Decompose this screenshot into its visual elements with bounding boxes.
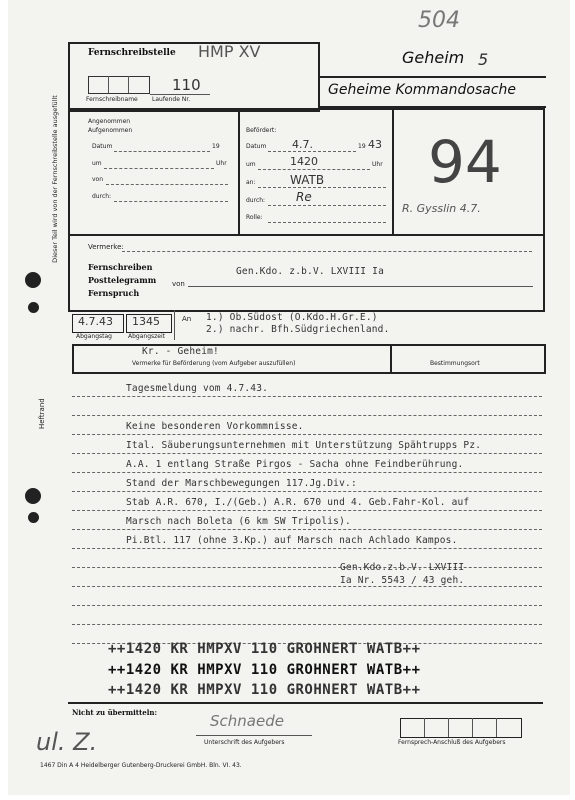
body-line: Stab A.R. 670, I./(Geb.) A.R. 670 und 4. Geb.Fahr-Kol. auf	[126, 497, 470, 508]
stamp-code: HMP XV	[198, 42, 261, 61]
printer-imprint: 1467 Din A 4 Heidelberger Gutenberg-Druckerei GmbH. Bln. VI. 43.	[40, 762, 242, 769]
signature-right: R. Gysslin 4.7.	[402, 202, 481, 215]
teleprinter-strip	[108, 641, 421, 698]
teleprinter-line: ++1420 KR HMPXV 110 GROHNERT WATB++	[108, 662, 421, 678]
body-line	[126, 402, 481, 421]
destination-label: Bestimmungsort	[430, 360, 480, 367]
fernsprech-label: Fernsprech-Anschluß des Aufgebers	[398, 739, 506, 746]
received-datum-label: Datum	[92, 143, 113, 150]
ruled-line	[72, 605, 542, 606]
angenommen-label: Angenommen	[88, 118, 131, 125]
fernspruch-label: Fernspruch	[88, 288, 140, 298]
handling-label: Vermerke für Beförderung (vom Aufgeber auszufüllen)	[132, 360, 296, 367]
body-line: A.A. 1 entlang Straße Pirgos - Sacha ohne Feindberührung.	[126, 459, 464, 470]
forwarded-year-prefix: 19	[358, 143, 366, 150]
phone-boxes	[400, 718, 522, 738]
received-von-label: von	[92, 176, 104, 183]
fernschreibname-label: Fernschreibname	[86, 96, 138, 103]
body-line: Keine besonderen Vorkommnisse.	[126, 421, 304, 432]
recipient-2: 2.) nachr. Bfh.Südgriechenland.	[206, 324, 390, 335]
received-datum-suffix: 19	[212, 143, 220, 150]
ruled-line	[72, 624, 542, 625]
body-line: Pi.Btl. 117 (ohne 3.Kp.) auf Marsch nach Achlado Kampos.	[126, 535, 458, 546]
vertical-note: Dieser Teil wird von der Fernschreibstelle ausgefüllt	[51, 95, 59, 263]
vermerke-label: Vermerke:	[88, 243, 124, 251]
punch-hole-bottom	[25, 488, 41, 504]
dispatch-time: 1345	[132, 315, 160, 328]
forwarded-an-value: WATB	[290, 173, 325, 187]
body-line: Tagesmeldung vom 4.7.43.	[126, 383, 269, 394]
kommandosache-label: Geheime Kommandosache	[328, 82, 517, 98]
body-line: Stand der Marschbewegungen 117.Jg.Div.:	[126, 478, 357, 489]
unterschrift-label: Unterschrift des Aufgebers	[204, 739, 285, 746]
fernschreiben-label: Fernschreiben	[88, 262, 153, 272]
punch-hole-top-2	[28, 302, 39, 313]
laufende-nr-label: Laufende Nr.	[152, 96, 191, 103]
teleprinter-line-ghost-top: ++1420 KR HMPXV 110 GROHNERT WATB++	[108, 641, 421, 657]
forwarded-an-label: an:	[246, 179, 256, 186]
handling-note: Kr. - Geheim!	[142, 346, 219, 357]
ruled-line	[72, 586, 542, 587]
nicht-zu-uebermitteln-label: Nicht zu übermitteln:	[72, 708, 158, 717]
body-line: Marsch nach Boleta (6 km SW Tripolis).	[126, 516, 351, 527]
abgangszeit-label: Abgangszeit	[128, 333, 165, 340]
closing-line-1: Gen.Kdo.z.b.V. LXVIII	[340, 562, 465, 573]
forwarded-datum-label: Datum	[246, 143, 267, 150]
big-number: 94	[428, 128, 502, 196]
punch-hole-bottom-2	[28, 512, 39, 523]
secret-number: 5	[478, 50, 489, 69]
laufende-nr-value: 110	[172, 76, 201, 94]
dispatch-date: 4.7.43	[78, 315, 113, 328]
closing-line-2: Ia Nr. 5543 / 43 geh.	[340, 575, 465, 586]
ruled-line	[72, 567, 542, 568]
forwarded-um-suffix: Uhr	[372, 161, 383, 168]
von-label: von	[172, 280, 185, 288]
an-label: An	[182, 315, 192, 323]
fernschreibname-boxes	[88, 76, 150, 94]
abgangstag-label: Abgangstag	[76, 333, 112, 340]
befoerdert-label: Befördert:	[246, 127, 277, 134]
teleprinter-line-ghost-bottom: ++1420 KR HMPXV 110 GROHNERT WATB++	[108, 682, 421, 698]
body-line: Ital. Säuberungsunternehmen mit Unterstützung Spähtrupps Pz.	[126, 440, 482, 451]
forwarded-durch-value: Re	[296, 190, 312, 204]
sender: Gen.Kdo. z.b.V. LXVIII Ia	[236, 266, 384, 277]
forwarded-rolle-label: Rolle:	[246, 214, 263, 221]
forwarded-um-label: um	[246, 161, 256, 168]
secret-label: Geheim	[402, 48, 465, 67]
punch-hole-top	[25, 272, 41, 288]
received-um-label: um	[92, 160, 102, 167]
received-um-suffix: Uhr	[216, 160, 227, 167]
top-number: 504	[418, 8, 460, 33]
handwritten-note: ul. Z.	[36, 728, 98, 756]
stamp-label: Fernschreibstelle	[88, 48, 176, 58]
forwarded-datum-value: 4.7.	[292, 138, 313, 151]
forwarded-year-value: 43	[368, 138, 382, 151]
received-durch-label: durch:	[92, 193, 112, 200]
posttelegramm-label: Posttelegramm	[88, 275, 157, 285]
aufgenommen-label: Aufgenommen	[88, 127, 133, 134]
message-body	[126, 383, 481, 554]
aufgeber-signature: Schnaede	[210, 712, 284, 730]
recipient-1: 1.) Ob.Südost (O.Kdo.H.Gr.E.)	[206, 312, 378, 323]
forwarded-um-value: 1420	[290, 155, 318, 168]
heftrand-label: Heftrand	[38, 398, 46, 429]
forwarded-durch-label: durch:	[246, 197, 266, 204]
